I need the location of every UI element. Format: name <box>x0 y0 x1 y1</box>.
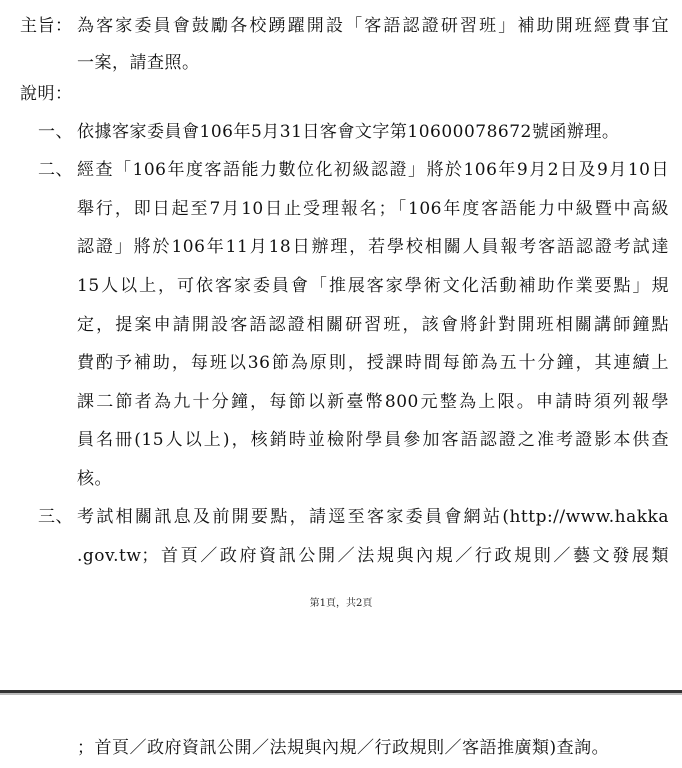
subject-label: 主旨： <box>20 16 73 36</box>
item-2-line: 課二節者為九十分鐘，每節以新臺幣800元整為上限。申請時須列報學 <box>77 392 669 412</box>
page-separator-shadow <box>0 693 682 695</box>
item-2-line: 員名冊(15人以上)，核銷時並檢附學員參加客語認證之准考證影本供查 <box>77 430 669 450</box>
item-1-text: 依據客家委員會106年5月31日客會文字第10600078672號函辦理。 <box>77 122 620 142</box>
item-3-line: .gov.tw；首頁／政府資訊公開／法規與內規／行政規則／藝文發展類 <box>77 546 669 566</box>
item-2-line: 核。 <box>77 469 112 489</box>
item-2-marker: 二、 <box>38 160 73 180</box>
item-3-line: 考試相關訊息及前開要點，請逕至客家委員會網站(http://www.hakka <box>77 507 669 527</box>
item-2-line: 定，提案申請開設客語認證相關研習班，該會將針對開班相關講師鐘點 <box>77 315 669 335</box>
subject-text-line-1: 為客家委員會鼓勵各校踴躍開設「客語認證研習班」補助開班經費事宜 <box>77 16 669 36</box>
item-2-line: 費酌予補助，每班以36節為原則，授課時間每節為五十分鐘，其連續上 <box>77 353 669 373</box>
item-2-line: 15人以上，可依客家委員會「推展客家學術文化活動補助作業要點」規 <box>77 276 669 296</box>
item-2-line: 認證」將於106年11月18日辦理，若學校相關人員報考客語認證考試達 <box>77 237 669 257</box>
item-1-marker: 一、 <box>38 122 73 142</box>
subject-text-line-2: 一案，請查照。 <box>77 53 200 73</box>
item-2-line: 經查「106年度客語能力數位化初級認證」將於106年9月2日及9月10日 <box>77 160 669 180</box>
continuation-text: ；首頁／政府資訊公開／法規與內規／行政規則／客語推廣類)查詢。 <box>77 738 610 758</box>
explanation-label: 說明： <box>20 84 73 104</box>
page-number: 第1頁，共2頁 <box>309 598 373 609</box>
item-2-line: 舉行，即日起至7月10日止受理報名；「106年度客語能力中級暨中高級 <box>77 199 669 219</box>
item-3-marker: 三、 <box>38 507 73 527</box>
